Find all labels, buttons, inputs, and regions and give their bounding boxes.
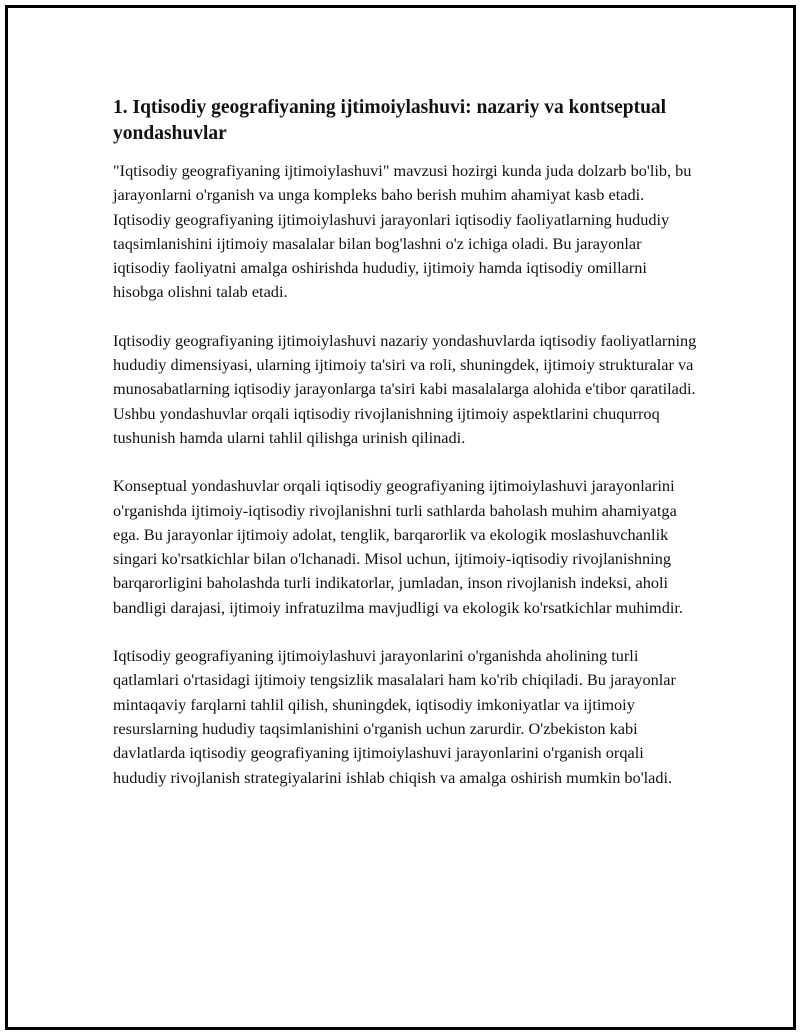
paragraph-2: Iqtisodiy geografiyaning ijtimoiylashuvi nazariy yondashuvlarda iqtisodiy faoliyatlarning hududiy dimensiyasi, ularning ijtimoiy ta'siri va roli, shuningdek, ijtimoiy strukturalar va munosabatlarning iqtisodiy jarayonlarga ta'siri kabi masalalarga alohida e'tibor qaratiladi. Ushbu yondashuvlar orqali iqtisodiy rivojlanishning ijtimoiy aspektlarini chuqurroq tushunish hamda ularni tahlil qilishga urinish qilinadi. (113, 330, 697, 447)
document-body (113, 95, 698, 814)
paragraph-1: "Iqtisodiy geografiyaning ijtimoiylashuvi" mavzusi hozirgi kunda juda dolzarb bo'lib, bu jarayonlarni o'rganish va unga kompleks baho berish muhim ahamiyat kasb etadi. Iqtisodiy geografiyaning ijtimoiylashuvi jarayonlari iqtisodiy faoliyatlarning hududiy taqsimlanishini ijtimoiy masalalar bilan bog'lashni o'z ichiga oladi. Bu jarayonlar iqtisodiy faoliyatni amalga oshirishda hududiy, ijtimoiy hamda iqtisodiy omillarni hisobga olishni talab etadi. (113, 161, 692, 302)
section-heading: 1. Iqtisodiy geografiyaning ijtimoiylashuvi: nazariy va kontseptual yondashuvlar (113, 97, 667, 144)
paragraph-3: Konseptual yondashuvlar orqali iqtisodiy geografiyaning ijtimoiylashuvi jarayonlarini o'rganishda ijtimoiy-iqtisodiy rivojlanishni turli sathlarda baholash muhim ahamiyatga ega. Bu jarayonlar ijtimoiy adolat, tenglik, barqarorlik va ekologik moslashuvchanlik singari ko'rsatkichlar bilan o'lchanadi. Misol uchun, ijtimoiy-iqtisodiy rivojlanishning barqarorligini baholashda turli indikatorlar, jumladan, inson rivojlanish indeksi, aholi bandligi darajasi, ijtimoiy infratuzilma mavjudligi va ekologik ko'rsatkichlar muhimdir. (113, 476, 683, 617)
paragraph-4: Iqtisodiy geografiyaning ijtimoiylashuvi jarayonlarini o'rganishda aholining turli qatlamlari o'rtasidagi ijtimoiy tengsizlik masalalari ham ko'rib chiqiladi. Bu jarayonlar mintaqaviy farqlarni tahlil qilish, shuningdek, iqtisodiy imkoniyatlar va ijtimoiy resurslarning hududiy taqsimlanishini o'rganish uchun zarurdir. O'zbekiston kabi davlatlarda iqtisodiy geografiyaning ijtimoiylashuvi jarayonlarini o'rganish orqali hududiy rivojlanish strategiyalarini ishlab chiqish va amalga oshirish mumkin bo'ladi. (113, 646, 676, 787)
